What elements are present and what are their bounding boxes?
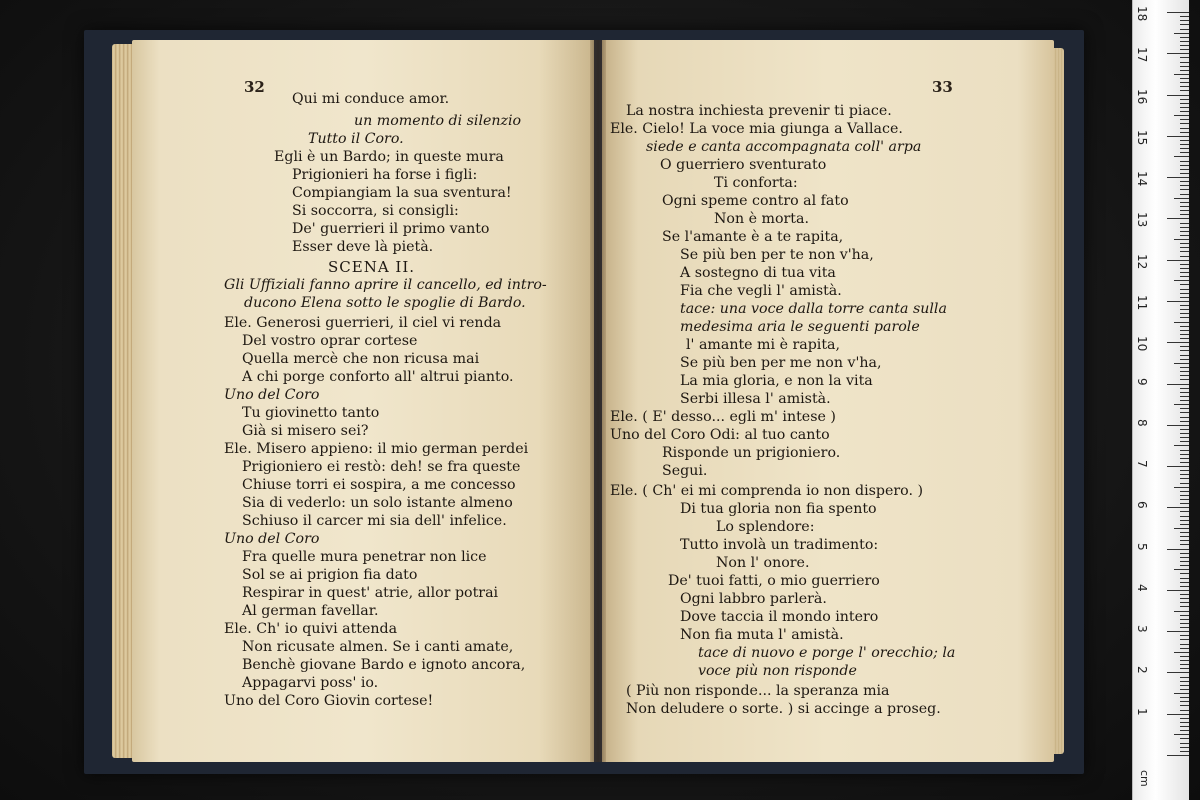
ruler-tick xyxy=(1180,557,1189,558)
ruler-tick xyxy=(1167,590,1189,591)
right-page-text-line: Ti conforta: xyxy=(714,175,798,191)
ruler-tick xyxy=(1180,375,1189,376)
ruler-tick xyxy=(1180,718,1189,719)
ruler-tick xyxy=(1180,520,1189,521)
right-page-text-line: Se più ben per me non v'ha, xyxy=(680,355,882,371)
ruler-tick xyxy=(1180,450,1189,451)
right-page-text-line: La nostra inchiesta prevenir ti piace. xyxy=(626,103,892,119)
ruler-tick xyxy=(1180,668,1189,669)
ruler-tick xyxy=(1174,652,1189,653)
left-page-text-line: Gli Uffiziali fanno aprire il cancello, ed intro- xyxy=(224,277,547,293)
ruler-tick xyxy=(1167,384,1189,385)
ruler-number: 9 xyxy=(1135,377,1149,386)
ruler-tick xyxy=(1174,363,1189,364)
ruler-tick xyxy=(1167,260,1189,261)
ruler-number: 8 xyxy=(1135,418,1149,427)
ruler-tick xyxy=(1180,664,1189,665)
ruler-tick xyxy=(1167,672,1189,673)
ruler-tick xyxy=(1180,82,1189,83)
ruler-tick xyxy=(1180,264,1189,265)
ruler-tick xyxy=(1180,206,1189,207)
ruler-tick xyxy=(1180,627,1189,628)
ruler-tick xyxy=(1180,367,1189,368)
ruler-tick xyxy=(1180,251,1189,252)
ruler-tick xyxy=(1180,578,1189,579)
right-page-text-line: Segui. xyxy=(662,463,708,479)
ruler-tick xyxy=(1167,549,1189,550)
ruler-tick xyxy=(1180,379,1189,380)
ruler-tick xyxy=(1167,714,1189,715)
ruler-tick xyxy=(1180,371,1189,372)
ruler-number: 1 xyxy=(1135,707,1149,716)
left-page-text-line: Uno del Coro xyxy=(224,531,320,547)
ruler-tick xyxy=(1180,478,1189,479)
right-page-text-line: Fia che vegli l' amistà. xyxy=(680,283,842,299)
ruler-tick xyxy=(1180,49,1189,50)
ruler-number: 16 xyxy=(1135,88,1149,104)
ruler-tick xyxy=(1180,491,1189,492)
ruler-tick xyxy=(1180,392,1189,393)
left-page-text-line: Uno del Coro xyxy=(224,387,320,403)
ruler-tick xyxy=(1180,103,1189,104)
ruler-tick xyxy=(1180,710,1189,711)
ruler-tick xyxy=(1174,528,1189,529)
ruler-tick xyxy=(1174,404,1189,405)
ruler-tick xyxy=(1180,359,1189,360)
ruler-tick xyxy=(1180,660,1189,661)
ruler-tick xyxy=(1167,177,1189,178)
ruler-tick xyxy=(1167,136,1189,137)
ruler-number: 11 xyxy=(1135,294,1149,311)
page-number-right: 33 xyxy=(932,78,953,96)
ruler-tick xyxy=(1180,524,1189,525)
ruler-tick xyxy=(1180,223,1189,224)
right-page-text-line: Ele. Cielo! La voce mia giunga a Vallace. xyxy=(610,121,903,137)
left-page-text-line: Ele. Generosi guerrieri, il ciel vi renda xyxy=(224,315,502,331)
right-page-text-line: Tutto involà un tradimento: xyxy=(680,537,879,553)
left-page-text-line: Già si misero sei? xyxy=(242,423,369,439)
right-page-text-line: ( Più non risponde... la speranza mia xyxy=(626,683,890,699)
ruler-tick xyxy=(1180,235,1189,236)
left-page-text-line: Qui mi conduce amor. xyxy=(292,91,450,107)
right-page-text-line: Risponde un prigioniero. xyxy=(662,445,841,461)
page-number-left: 32 xyxy=(244,78,265,96)
ruler-number: 17 xyxy=(1135,47,1149,63)
ruler-tick xyxy=(1180,553,1189,554)
left-page-text-line: Al german favellar. xyxy=(242,603,379,619)
ruler-tick xyxy=(1167,53,1189,54)
ruler-tick xyxy=(1180,582,1189,583)
ruler-tick xyxy=(1180,738,1189,739)
ruler-tick xyxy=(1180,722,1189,723)
ruler-tick xyxy=(1180,474,1189,475)
ruler-tick xyxy=(1180,37,1189,38)
ruler-tick xyxy=(1180,148,1189,149)
ruler-tick xyxy=(1174,693,1189,694)
ruler-tick xyxy=(1180,516,1189,517)
ruler-tick xyxy=(1180,293,1189,294)
ruler-tick xyxy=(1180,417,1189,418)
ruler-tick xyxy=(1180,338,1189,339)
ruler-tick xyxy=(1180,119,1189,120)
ruler-tick xyxy=(1174,322,1189,323)
ruler-number: 14 xyxy=(1135,171,1149,187)
ruler-tick xyxy=(1180,107,1189,108)
ruler-tick xyxy=(1180,123,1189,124)
ruler-tick xyxy=(1180,305,1189,306)
ruler-tick xyxy=(1180,441,1189,442)
right-page-text-line: l' amante mi è rapita, xyxy=(686,337,840,353)
ruler-tick xyxy=(1180,648,1189,649)
ruler-tick xyxy=(1180,326,1189,327)
right-page-text-line: A sostegno di tua vita xyxy=(680,265,836,281)
ruler-tick xyxy=(1180,503,1189,504)
ruler-tick xyxy=(1180,561,1189,562)
ruler-tick xyxy=(1180,181,1189,182)
ruler-tick xyxy=(1167,95,1189,96)
ruler-tick xyxy=(1180,45,1189,46)
ruler-tick xyxy=(1174,734,1189,735)
ruler-tick xyxy=(1180,317,1189,318)
right-page-text-line: voce più non risponde xyxy=(698,663,857,679)
right-page-text-line: tace: una voce dalla torre canta sulla xyxy=(680,301,947,317)
ruler-tick xyxy=(1174,33,1189,34)
left-page-text-line: Uno del Coro Giovin cortese! xyxy=(224,693,434,709)
ruler-tick xyxy=(1180,743,1189,744)
ruler-tick xyxy=(1180,408,1189,409)
ruler-tick xyxy=(1180,161,1189,162)
ruler-tick xyxy=(1180,169,1189,170)
ruler-number: 13 xyxy=(1135,212,1149,228)
ruler-tick xyxy=(1180,677,1189,678)
ruler-tick xyxy=(1180,66,1189,67)
ruler-tick xyxy=(1180,309,1189,310)
ruler-unit-label: cm xyxy=(1138,770,1151,787)
left-page-text-line: Ele. Ch' io quivi attenda xyxy=(224,621,398,637)
ruler-tick xyxy=(1180,458,1189,459)
left-page-text-line: Ele. Misero appieno: il mio german perdei xyxy=(224,441,529,457)
right-page-text-line: O guerriero sventurato xyxy=(660,157,827,173)
ruler-tick xyxy=(1180,144,1189,145)
ruler-tick xyxy=(1180,644,1189,645)
ruler-tick xyxy=(1167,507,1189,508)
ruler-tick xyxy=(1180,532,1189,533)
ruler-tick xyxy=(1180,214,1189,215)
ruler-tick xyxy=(1180,639,1189,640)
ruler-tick xyxy=(1180,429,1189,430)
ruler-tick xyxy=(1167,466,1189,467)
ruler-tick xyxy=(1180,701,1189,702)
left-page xyxy=(132,40,594,762)
ruler-tick xyxy=(1180,573,1189,574)
right-page-text-line: Dove taccia il mondo intero xyxy=(680,609,879,625)
ruler-tick xyxy=(1180,565,1189,566)
left-page-text-line: Sol se ai prigion fia dato xyxy=(242,567,418,583)
ruler-tick xyxy=(1180,268,1189,269)
ruler-tick xyxy=(1180,165,1189,166)
ruler-tick xyxy=(1180,705,1189,706)
ruler-tick xyxy=(1180,619,1189,620)
ruler-tick xyxy=(1174,569,1189,570)
ruler-tick xyxy=(1180,111,1189,112)
ruler-number: 10 xyxy=(1135,336,1149,352)
ruler-tick xyxy=(1180,334,1189,335)
left-page-text-line: SCENA II. xyxy=(328,258,416,276)
ruler-tick xyxy=(1180,462,1189,463)
ruler-number: 18 xyxy=(1135,6,1149,22)
ruler-tick xyxy=(1180,57,1189,58)
left-page-text-line: Respirar in quest' atrie, allor potrai xyxy=(242,585,499,601)
ruler-tick xyxy=(1180,726,1189,727)
ruler-tick xyxy=(1167,755,1189,756)
right-page-text-line: Di tua gloria non fia spento xyxy=(680,501,877,517)
right-page-text-line: Uno del Coro Odi: al tuo canto xyxy=(610,427,830,443)
left-page-text-line: ducono Elena sotto le spoglie di Bardo. xyxy=(244,295,526,311)
right-page-text-line: Ogni labbro parlerà. xyxy=(680,591,827,607)
ruler-tick xyxy=(1180,41,1189,42)
ruler-tick xyxy=(1180,421,1189,422)
right-page-text-line: siede e canta accompagnata coll' arpa xyxy=(646,139,922,155)
ruler-tick xyxy=(1180,140,1189,141)
ruler-tick xyxy=(1180,586,1189,587)
ruler-tick xyxy=(1180,29,1189,30)
ruler-tick xyxy=(1180,289,1189,290)
left-page-text-line: Sia di vederlo: un solo istante almeno xyxy=(242,495,513,511)
left-page-text-line: Fra quelle mura penetrar non lice xyxy=(242,549,487,565)
ruler-tick xyxy=(1180,86,1189,87)
right-page-text-line: Ogni speme contro al fato xyxy=(662,193,849,209)
ruler-tick xyxy=(1180,635,1189,636)
left-page-text-line: Del vostro oprar cortese xyxy=(242,333,418,349)
ruler-tick xyxy=(1180,297,1189,298)
ruler-tick xyxy=(1180,499,1189,500)
ruler-tick xyxy=(1167,301,1189,302)
ruler-tick xyxy=(1180,594,1189,595)
left-page-text-line: Compiangiam la sua sventura! xyxy=(292,185,512,201)
ruler-number: 12 xyxy=(1135,253,1149,269)
ruler-number: 15 xyxy=(1135,129,1149,146)
ruler-tick xyxy=(1174,280,1189,281)
ruler-tick xyxy=(1180,185,1189,186)
left-page-text-line: Quella mercè che non ricusa mai xyxy=(242,351,480,367)
ruler-tick xyxy=(1180,598,1189,599)
ruler-tick xyxy=(1167,631,1189,632)
ruler-tick xyxy=(1180,210,1189,211)
book-gutter xyxy=(590,40,606,762)
ruler-number: 7 xyxy=(1135,460,1149,468)
ruler-tick xyxy=(1180,681,1189,682)
ruler-tick xyxy=(1180,615,1189,616)
left-page-text-line: Non ricusate almen. Se i canti amate, xyxy=(242,639,514,655)
ruler-tick xyxy=(1180,697,1189,698)
ruler-tick xyxy=(1180,90,1189,91)
ruler-tick xyxy=(1167,12,1189,13)
left-page-text-line: Egli è un Bardo; in queste mura xyxy=(274,149,504,165)
left-page-text-line: Si soccorra, si consigli: xyxy=(292,203,459,219)
left-page-text-line: Schiuso il carcer mi sia dell' infelice. xyxy=(242,513,507,529)
ruler-tick xyxy=(1180,623,1189,624)
ruler-tick xyxy=(1180,231,1189,232)
right-page-text-line: tace di nuovo e porge l' orecchio; la xyxy=(698,645,956,661)
ruler-tick xyxy=(1180,62,1189,63)
ruler-tick xyxy=(1180,470,1189,471)
left-page-text-line: un momento di silenzio xyxy=(354,113,522,129)
left-page-text-line: Appagarvi poss' io. xyxy=(242,675,379,691)
ruler-tick xyxy=(1180,330,1189,331)
ruler-tick xyxy=(1180,243,1189,244)
ruler-tick xyxy=(1180,730,1189,731)
ruler-tick xyxy=(1180,24,1189,25)
left-page-text-line: De' guerrieri il primo vanto xyxy=(292,221,490,237)
ruler-tick xyxy=(1180,355,1189,356)
ruler-tick xyxy=(1180,152,1189,153)
ruler-tick xyxy=(1180,99,1189,100)
ruler-tick xyxy=(1180,606,1189,607)
right-page-text-line: Non è morta. xyxy=(714,211,809,227)
ruler-tick xyxy=(1180,16,1189,17)
ruler-tick xyxy=(1174,445,1189,446)
ruler-number: 3 xyxy=(1135,625,1149,633)
right-page-text-line: La mia gloria, e non la vita xyxy=(680,373,873,389)
right-page-text-line: Non l' onore. xyxy=(716,555,810,571)
right-page-text-line: De' tuoi fatti, o mio guerriero xyxy=(668,573,880,589)
ruler-tick xyxy=(1180,284,1189,285)
ruler-tick xyxy=(1180,544,1189,545)
ruler-tick xyxy=(1180,313,1189,314)
left-page-text-line: Benchè giovane Bardo e ignoto ancora, xyxy=(242,657,526,673)
ruler-tick xyxy=(1174,115,1189,116)
ruler-number: 2 xyxy=(1135,666,1149,675)
left-page-text-line: Prigioniero ei restò: deh! se fra queste xyxy=(242,459,521,475)
right-page-text-line: Lo splendore: xyxy=(716,519,815,535)
ruler-tick xyxy=(1180,511,1189,512)
ruler-tick xyxy=(1174,239,1189,240)
ruler-tick xyxy=(1180,437,1189,438)
ruler-tick xyxy=(1180,689,1189,690)
left-page-text-line: A chi porge conforto all' altrui pianto. xyxy=(242,369,514,385)
right-page-text-line: Se più ben per te non v'ha, xyxy=(680,247,874,263)
ruler-tick xyxy=(1180,412,1189,413)
right-page-text-line: Se l'amante è a te rapita, xyxy=(662,229,844,245)
ruler-number: 4 xyxy=(1135,583,1149,592)
ruler-tick xyxy=(1180,202,1189,203)
ruler-tick xyxy=(1180,189,1189,190)
ruler-tick xyxy=(1180,751,1189,752)
ruler-tick xyxy=(1167,425,1189,426)
ruler-tick xyxy=(1180,256,1189,257)
right-page-text-line: Serbi illesa l' amistà. xyxy=(680,391,831,407)
ruler-tick xyxy=(1180,536,1189,537)
ruler-tick xyxy=(1180,350,1189,351)
ruler-number: 5 xyxy=(1135,542,1149,551)
ruler-tick xyxy=(1174,487,1189,488)
ruler-tick xyxy=(1174,198,1189,199)
ruler-tick xyxy=(1180,78,1189,79)
ruler-tick xyxy=(1180,454,1189,455)
left-page-text-line: Esser deve là pietà. xyxy=(292,239,434,255)
ruler-tick xyxy=(1180,20,1189,21)
ruler-tick xyxy=(1180,602,1189,603)
ruler-tick xyxy=(1180,247,1189,248)
measurement-ruler xyxy=(1132,0,1189,800)
ruler-tick xyxy=(1167,218,1189,219)
ruler-tick xyxy=(1180,227,1189,228)
left-page-text-line: Prigionieri ha forse i figli: xyxy=(292,167,478,183)
ruler-tick xyxy=(1174,74,1189,75)
ruler-tick xyxy=(1180,132,1189,133)
ruler-tick xyxy=(1180,400,1189,401)
ruler-tick xyxy=(1180,747,1189,748)
right-page xyxy=(602,40,1054,762)
ruler-tick xyxy=(1180,540,1189,541)
left-page-text-line: Tutto il Coro. xyxy=(308,131,404,147)
left-page-text-line: Chiuse torri ei sospira, a me concesso xyxy=(242,477,516,493)
left-page-text-line: Tu giovinetto tanto xyxy=(242,405,380,421)
ruler-tick xyxy=(1174,611,1189,612)
ruler-tick xyxy=(1180,70,1189,71)
right-page-text-line: Ele. ( Ch' ei mi comprenda io non dispero. ) xyxy=(610,483,924,499)
ruler-tick xyxy=(1180,194,1189,195)
right-page-text-line: Non fia muta l' amistà. xyxy=(680,627,844,643)
ruler-tick xyxy=(1180,495,1189,496)
ruler-tick xyxy=(1180,685,1189,686)
ruler-tick xyxy=(1180,128,1189,129)
right-page-text-line: Ele. ( E' desso... egli m' intese ) xyxy=(610,409,836,425)
ruler-tick xyxy=(1180,272,1189,273)
ruler-number: 6 xyxy=(1135,501,1149,509)
ruler-tick xyxy=(1180,433,1189,434)
ruler-tick xyxy=(1180,276,1189,277)
ruler-tick xyxy=(1180,396,1189,397)
ruler-tick xyxy=(1180,656,1189,657)
ruler-tick xyxy=(1174,156,1189,157)
ruler-tick xyxy=(1167,342,1189,343)
ruler-tick xyxy=(1180,346,1189,347)
right-page-text-line: medesima aria le seguenti parole xyxy=(680,319,920,335)
ruler-tick xyxy=(1180,388,1189,389)
right-page-text-line: Non deludere o sorte. ) si accinge a proseg. xyxy=(626,701,941,717)
ruler-tick xyxy=(1180,173,1189,174)
ruler-tick xyxy=(1180,483,1189,484)
